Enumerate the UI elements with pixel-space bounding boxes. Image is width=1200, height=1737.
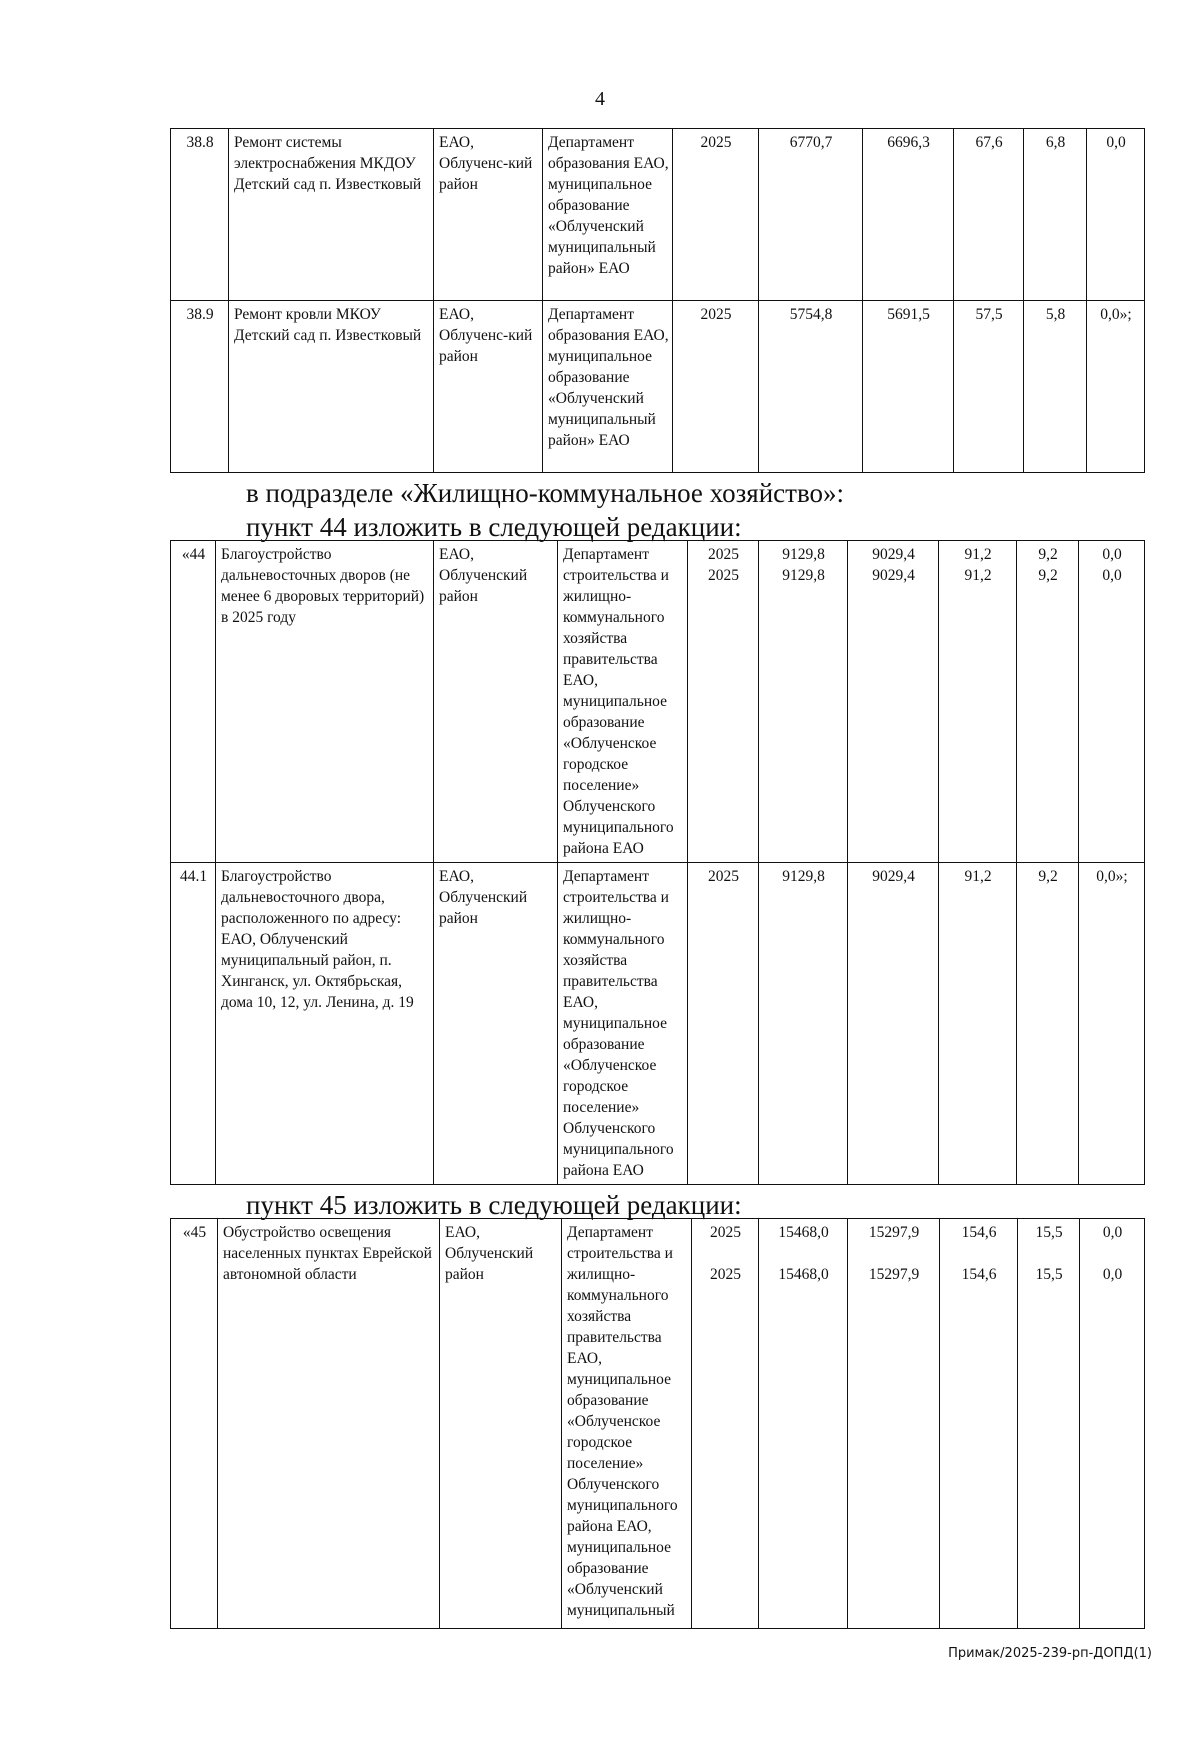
document-footer: Примак/2025-239-рп-ДОПД(1) [948,1646,1152,1661]
federal-line-2: 9029,4 [872,567,915,584]
project-year: 2025 [673,301,759,473]
amount-federal: 6696,3 [863,129,954,301]
total-line-2: 15468,0 [778,1266,829,1283]
project-location: ЕАО, Облученс-кий район [434,301,543,473]
amount-federal [848,1219,940,1629]
amount-regional [940,1219,1018,1629]
regional-line-1: 91,2 [964,546,992,563]
amount-total: 5754,8 [759,301,863,473]
amount-other: 0,0»; [1079,863,1145,1185]
amount-other: 0,0»; [1087,301,1145,473]
project-year [688,541,759,863]
project-executor: Департамент образования ЕАО, муниципальное образование «Облученский муниципальный район» ЕАО [543,301,673,473]
table-row [171,863,1145,1185]
project-name: Ремонт кровли МКОУ Детский сад п. Известковый [229,301,434,473]
total-line-2: 9129,8 [782,567,825,584]
amount-local [1018,1219,1080,1629]
regional-line-1: 154,6 [961,1224,997,1241]
table-education-repairs [170,128,1145,473]
project-location: ЕАО, Облученский район [434,541,558,863]
project-executor: Департамент строительства и жилищно-коммунального хозяйства правительства ЕАО, муниципальное образование «Облученское городское поселение» Облученского муниципального района ЕАО [558,863,688,1185]
amount-local: 6,8 [1024,129,1087,301]
amount-local: 9,2 [1017,863,1079,1185]
row-number: 38.8 [171,129,229,301]
project-year [692,1219,759,1629]
other-line-1: 0,0 [1102,546,1122,563]
project-executor: Департамент образования ЕАО, муниципальное образование «Облученский муниципальный район» ЕАО [543,129,673,301]
table-row [171,301,1145,473]
amount-regional [939,541,1017,863]
amount-regional: 91,2 [939,863,1017,1185]
year-line-2: 2025 [708,567,739,584]
local-line-2: 15,5 [1035,1266,1063,1283]
local-line-1: 9,2 [1038,546,1058,563]
row-number: «44 [171,541,216,863]
amount-other [1080,1219,1145,1629]
other-line-2: 0,0 [1102,1266,1123,1283]
federal-line-2: 15297,9 [868,1266,920,1283]
project-name: Ремонт системы электроснабжения МКДОУ Детский сад п. Известковый [229,129,434,301]
amount-total: 9129,8 [759,863,848,1185]
local-line-1: 15,5 [1035,1224,1063,1241]
amount-regional: 67,6 [954,129,1024,301]
project-executor: Департамент строительства и жилищно-коммунального хозяйства правительства ЕАО, муниципальное образование «Облученское городское поселение» Облученского муниципального района ЕАО [558,541,688,863]
other-line-1: 0,0 [1102,1224,1123,1241]
regional-line-2: 91,2 [964,567,992,584]
total-line-1: 15468,0 [778,1224,829,1241]
row-number: 38.9 [171,301,229,473]
year-line-1: 2025 [710,1224,741,1241]
project-executor: Департамент строительства и жилищно-коммунального хозяйства правительства ЕАО, муниципальное образование «Облученское городское поселение» Облученского муниципального района ЕАО, муниципальное образование «Облученский муниципальный [562,1219,692,1629]
amount-total [759,1219,848,1629]
table-row [171,1219,1145,1629]
project-year: 2025 [673,129,759,301]
project-year: 2025 [688,863,759,1185]
amount-total [759,541,848,863]
table-item-44 [170,540,1145,1185]
project-location: ЕАО, Облученский район [434,863,558,1185]
page-number: 4 [595,88,605,110]
item-44-heading: пункт 44 изложить в следующей редакции: [246,512,742,542]
year-line-1: 2025 [708,546,739,563]
local-line-2: 9,2 [1038,567,1058,584]
table-row [171,541,1145,863]
project-name: Обустройство освещения населенных пунктах Еврейской автономной области [218,1219,440,1629]
amount-federal: 5691,5 [863,301,954,473]
table-row [171,129,1145,301]
project-location: ЕАО, Облученский район [440,1219,562,1629]
table-item-45 [170,1218,1145,1629]
amount-federal: 9029,4 [848,863,939,1185]
amount-other: 0,0 [1087,129,1145,301]
section-heading: в подразделе «Жилищно-коммунальное хозяйство»: [246,478,845,508]
row-number: «45 [171,1219,218,1629]
federal-line-1: 9029,4 [872,546,915,563]
year-line-2: 2025 [710,1266,741,1283]
item-45-heading: пункт 45 изложить в следующей редакции: [246,1190,742,1220]
project-location: ЕАО, Облученс-кий район [434,129,543,301]
federal-line-1: 15297,9 [868,1224,920,1241]
total-line-1: 9129,8 [782,546,825,563]
regional-line-2: 154,6 [961,1266,997,1283]
project-name: Благоустройство дальневосточных дворов (не менее 6 дворовых территорий) в 2025 году [216,541,434,863]
other-line-2: 0,0 [1102,567,1122,584]
amount-total: 6770,7 [759,129,863,301]
amount-local: 5,8 [1024,301,1087,473]
amount-federal [848,541,939,863]
project-name: Благоустройство дальневосточного двора, расположенного по адресу: ЕАО, Облученский муниципальный район, п. Хинганск, ул. Октябрьская, дома 10, 12, ул. Ленина, д. 19 [216,863,434,1185]
amount-regional: 57,5 [954,301,1024,473]
row-number: 44.1 [171,863,216,1185]
amount-other [1079,541,1145,863]
amount-local [1017,541,1079,863]
